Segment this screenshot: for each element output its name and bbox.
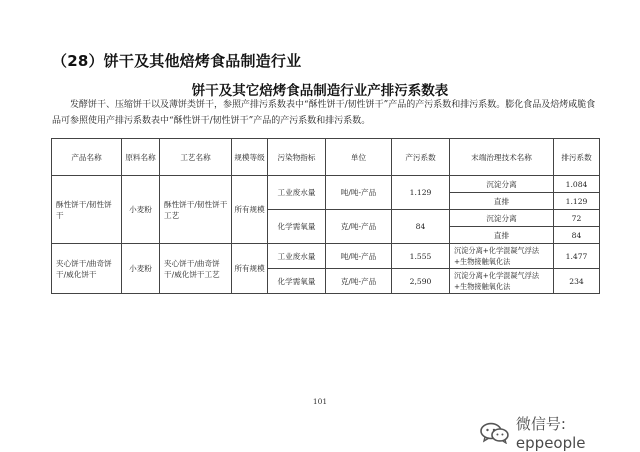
pollutant-cell: 化学需氧量 [268, 269, 326, 294]
product-name-cell: 酥性饼干/韧性饼干 [52, 176, 122, 244]
product-name-cell: 夹心饼干/曲奇饼干/威化饼干 [52, 244, 122, 294]
generation-coefficient-cell: 1.555 [392, 244, 450, 269]
column-header: 工艺名称 [160, 139, 232, 176]
scale-cell: 所有规模 [232, 176, 268, 244]
discharge-coefficient-cell: 72 [554, 210, 600, 227]
discharge-coefficient-cell: 1.084 [554, 176, 600, 193]
section-heading: （28）饼干及其他焙烤食品制造行业 [52, 52, 302, 70]
page-number: 101 [312, 397, 328, 406]
discharge-coefficient-cell: 234 [554, 269, 600, 294]
unit-cell: 吨/吨-产品 [326, 244, 392, 269]
wechat-watermark [480, 413, 640, 452]
unit-cell: 克/吨-产品 [326, 269, 392, 294]
column-header: 单位 [326, 139, 392, 176]
pollutant-cell: 工业废水量 [268, 244, 326, 269]
column-header: 原料名称 [122, 139, 160, 176]
process-cell: 夹心饼干/曲奇饼干/威化饼干工艺 [160, 244, 232, 294]
column-header: 排污系数 [554, 139, 600, 176]
intro-paragraph [52, 97, 600, 129]
table-title: 饼干及其它焙烤食品制造行业产排污系数表 [191, 83, 449, 99]
discharge-coefficient-cell: 1.477 [554, 244, 600, 269]
column-header: 产污系数 [392, 139, 450, 176]
watermark-text: 微信号: eppeople [515, 415, 586, 452]
material-cell: 小麦粉 [122, 176, 160, 244]
scale-cell: 所有规模 [232, 244, 268, 294]
discharge-coefficient-cell: 84 [554, 227, 600, 244]
table-row [52, 244, 600, 269]
treatment-cell: 沉淀分离+化学混凝气浮法+生物接触氧化法 [450, 269, 554, 294]
treatment-cell: 直排 [450, 193, 554, 210]
generation-coefficient-cell: 2,590 [392, 269, 450, 294]
column-header: 末端治理技术名称 [450, 139, 554, 176]
unit-cell: 克/吨-产品 [326, 210, 392, 244]
table-row [52, 176, 600, 193]
intro-text: 发酵饼干、压缩饼干以及薄饼类饼干，参照产排污系数表中“酥性饼干/韧性饼干”产品的产污系数和排污系数。膨化食品及焙烤咸脆食品可参照使用产排污系数表中“酥性饼干/韧性饼干”产品的产污系数和排污系数。 [52, 100, 596, 126]
table-header-row [52, 139, 600, 176]
emission-coefficient-table [51, 138, 600, 294]
treatment-cell: 直排 [450, 227, 554, 244]
treatment-cell: 沉淀分离 [450, 210, 554, 227]
treatment-cell: 沉淀分离+化学混凝气浮法+生物接触氧化法 [450, 244, 554, 269]
unit-cell: 吨/吨-产品 [326, 176, 392, 210]
material-cell: 小麦粉 [122, 244, 160, 294]
wechat-icon [480, 422, 510, 444]
generation-coefficient-cell: 84 [392, 210, 450, 244]
column-header: 规模等级 [232, 139, 268, 176]
column-header: 污染物指标 [268, 139, 326, 176]
column-header: 产品名称 [52, 139, 122, 176]
process-cell: 酥性饼干/韧性饼干工艺 [160, 176, 232, 244]
discharge-coefficient-cell: 1.129 [554, 193, 600, 210]
pollutant-cell: 化学需氧量 [268, 210, 326, 244]
treatment-cell: 沉淀分离 [450, 176, 554, 193]
pollutant-cell: 工业废水量 [268, 176, 326, 210]
generation-coefficient-cell: 1.129 [392, 176, 450, 210]
